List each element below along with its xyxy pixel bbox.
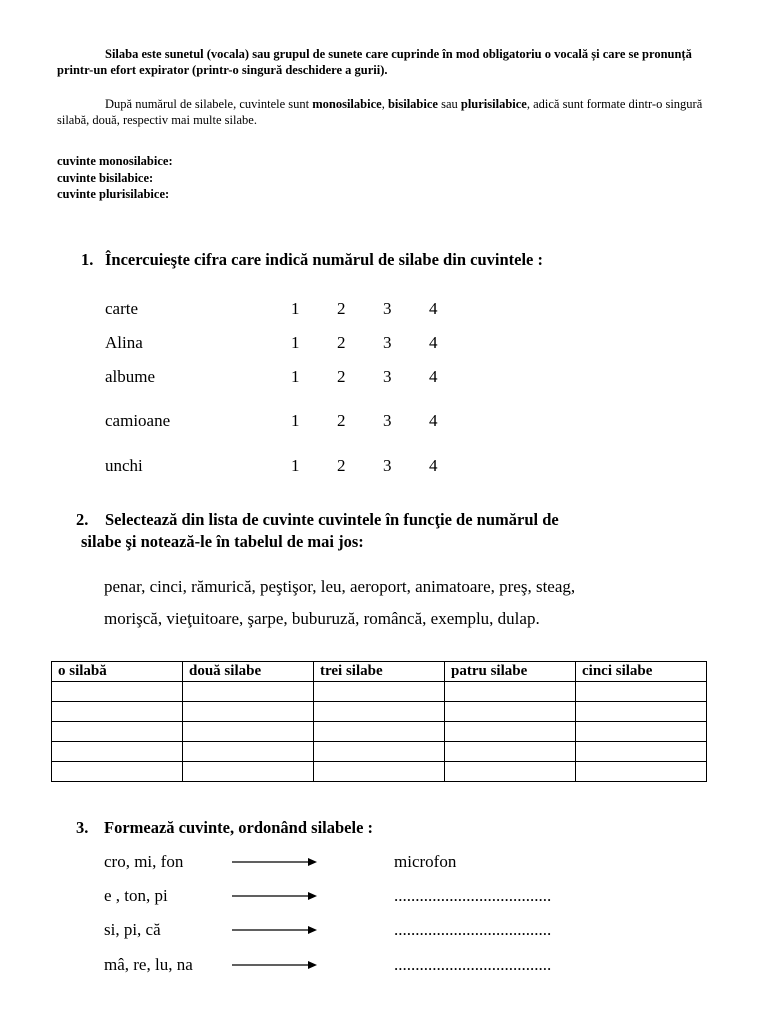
syllables-label: si, pi, că bbox=[104, 920, 161, 939]
choice-4[interactable]: 4 bbox=[429, 299, 438, 318]
exercise-number: 1. bbox=[81, 250, 94, 269]
table-cell[interactable] bbox=[576, 702, 707, 722]
choice-2[interactable]: 2 bbox=[337, 411, 346, 430]
word-list-line-1: penar, cinci, rămurică, peştişor, leu, aeroport, animatoare, preş, steag, bbox=[104, 577, 576, 596]
table-row bbox=[52, 722, 707, 742]
table-cell[interactable] bbox=[183, 702, 314, 722]
table-cell[interactable] bbox=[314, 702, 445, 722]
table-cell[interactable] bbox=[183, 762, 314, 782]
table-row bbox=[52, 762, 707, 782]
table-cell[interactable] bbox=[314, 742, 445, 762]
table-cell[interactable] bbox=[445, 762, 576, 782]
table-row bbox=[52, 682, 707, 702]
choice-2[interactable]: 2 bbox=[337, 367, 346, 386]
exercise-3-title bbox=[76, 818, 373, 838]
header-cinci-silabe: cinci silabe bbox=[576, 662, 707, 682]
header-o-silaba: o silabă bbox=[52, 662, 183, 682]
choice-1[interactable]: 1 bbox=[291, 456, 300, 475]
table-cell[interactable] bbox=[314, 722, 445, 742]
header-patru-silabe: patru silabe bbox=[445, 662, 576, 682]
choice-3[interactable]: 3 bbox=[383, 456, 392, 475]
term-bisilabice: bisilabice bbox=[387, 97, 438, 111]
definition-plurisilabice: cuvinte plurisilabice: bbox=[57, 187, 170, 201]
word-label: albume bbox=[105, 367, 156, 386]
table-row bbox=[52, 702, 707, 722]
table-cell[interactable] bbox=[314, 762, 445, 782]
table-cell[interactable] bbox=[183, 742, 314, 762]
word-label: Alina bbox=[105, 333, 143, 352]
header-doua-silabe: două silabe bbox=[183, 662, 314, 682]
arrow-right-icon bbox=[232, 890, 317, 902]
choice-1[interactable]: 1 bbox=[291, 411, 300, 430]
exercise-number: 2. bbox=[76, 510, 89, 529]
arrow-right-icon bbox=[232, 924, 317, 936]
choice-2[interactable]: 2 bbox=[337, 299, 346, 318]
table-cell[interactable] bbox=[445, 702, 576, 722]
choice-2[interactable]: 2 bbox=[337, 333, 346, 352]
choice-2[interactable]: 2 bbox=[337, 456, 346, 475]
syllables-label: cro, mi, fon bbox=[104, 852, 184, 871]
syllable-order-row bbox=[104, 850, 704, 874]
word-list-line-2: morişcă, vieţuitoare, şarpe, buburuză, româncă, exemplu, dulap. bbox=[104, 609, 540, 628]
arrow-right-icon bbox=[232, 856, 317, 868]
choice-3[interactable]: 3 bbox=[383, 333, 392, 352]
choice-4[interactable]: 4 bbox=[429, 456, 438, 475]
p2-text: , adică sunt formate dintr-o singură silabă, două, respectiv mai multe silabe. bbox=[57, 97, 703, 127]
table-row bbox=[52, 742, 707, 762]
table-header-row bbox=[52, 662, 707, 682]
table-cell[interactable] bbox=[576, 722, 707, 742]
table-cell[interactable] bbox=[183, 682, 314, 702]
arrow-right-icon bbox=[232, 959, 317, 971]
syllable-order-row bbox=[104, 953, 704, 977]
choice-3[interactable]: 3 bbox=[383, 367, 392, 386]
choice-3[interactable]: 3 bbox=[383, 411, 392, 430]
definitions-list bbox=[57, 153, 173, 203]
exercise-number: 3. bbox=[76, 818, 89, 837]
table-cell[interactable] bbox=[183, 722, 314, 742]
exercise-title-text: Formează cuvinte, ordonând silabele : bbox=[104, 818, 374, 837]
choice-1[interactable]: 1 bbox=[291, 367, 300, 386]
exercise-2-title-continued: silabe şi notează-le în tabelul de mai jos: bbox=[81, 532, 364, 551]
choice-1[interactable]: 1 bbox=[291, 333, 300, 352]
intro-syllable-types-paragraph bbox=[57, 96, 717, 128]
choice-4[interactable]: 4 bbox=[429, 367, 438, 386]
table-cell[interactable] bbox=[445, 722, 576, 742]
choice-4[interactable]: 4 bbox=[429, 411, 438, 430]
choice-3[interactable]: 3 bbox=[383, 299, 392, 318]
syllable-table bbox=[51, 661, 707, 782]
table-cell[interactable] bbox=[52, 702, 183, 722]
p2-text: , bbox=[381, 97, 388, 111]
answer-field[interactable]: ..................................... bbox=[394, 920, 552, 939]
table-cell[interactable] bbox=[52, 682, 183, 702]
table-cell[interactable] bbox=[52, 742, 183, 762]
table-cell[interactable] bbox=[445, 682, 576, 702]
exercise-1-title bbox=[81, 250, 543, 270]
table-cell[interactable] bbox=[52, 762, 183, 782]
table-cell[interactable] bbox=[445, 742, 576, 762]
word-label: camioane bbox=[105, 411, 171, 430]
word-label: carte bbox=[105, 299, 139, 318]
exercise-title-text: Încercuieşte cifra care indică numărul de silabe din cuvintele : bbox=[105, 250, 543, 269]
table-cell[interactable] bbox=[314, 682, 445, 702]
choice-1[interactable]: 1 bbox=[291, 299, 300, 318]
exercise-2-title bbox=[76, 510, 559, 530]
word-label: unchi bbox=[105, 456, 143, 475]
answer-field[interactable]: ..................................... bbox=[394, 886, 552, 905]
header-trei-silabe: trei silabe bbox=[314, 662, 445, 682]
table-cell[interactable] bbox=[576, 742, 707, 762]
table-cell[interactable] bbox=[576, 762, 707, 782]
table-cell[interactable] bbox=[576, 682, 707, 702]
intro-definition-paragraph: Silaba este sunetul (vocala) sau grupul de sunete care cuprinde în mod obligatoriu o vocală și care se pronunță printr-un efort expirator (printr-o singură deschidere a gurii). bbox=[57, 47, 692, 77]
syllables-label: e , ton, pi bbox=[104, 886, 168, 905]
definition-bisilabice: cuvinte bisilabice: bbox=[57, 170, 154, 185]
term-plurisilabice: plurisilabice bbox=[460, 97, 527, 111]
p2-text: sau bbox=[437, 97, 461, 111]
table-cell[interactable] bbox=[52, 722, 183, 742]
definition-monosilabice: cuvinte monosilabice: bbox=[57, 154, 173, 168]
exercise-title-text: Selectează din lista de cuvinte cuvintele în funcţie de numărul de bbox=[105, 510, 559, 529]
term-monosilabice: monosilabice bbox=[312, 97, 382, 111]
answer-field[interactable]: microfon bbox=[394, 852, 457, 871]
choice-4[interactable]: 4 bbox=[429, 333, 438, 352]
syllable-order-row bbox=[104, 918, 704, 942]
p2-text: După numărul de silabele, cuvintele sunt bbox=[105, 97, 313, 111]
syllables-label: mâ, re, lu, na bbox=[104, 955, 193, 974]
answer-field[interactable]: ..................................... bbox=[394, 955, 552, 974]
syllable-order-row bbox=[104, 884, 704, 908]
